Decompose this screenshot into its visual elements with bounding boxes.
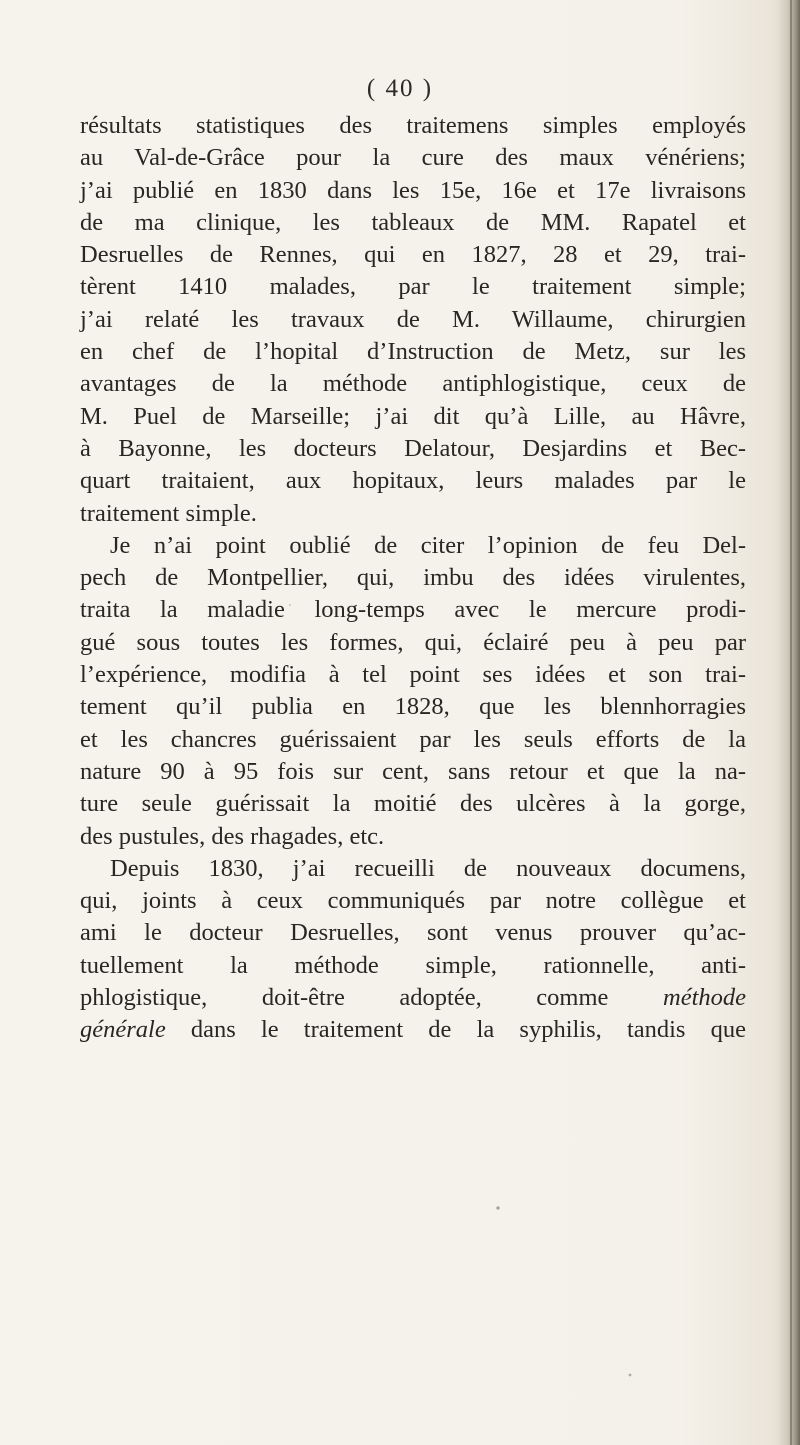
page-gutter-shadow	[778, 0, 800, 1445]
text-fragment: dans le traitement de la syphilis, tandis que	[190, 1016, 746, 1044]
page-number: ( 40 )	[366, 75, 434, 102]
text-line: avantages de la méthode antiphlogistique, ceux de	[80, 370, 746, 398]
italic-word: méthode	[663, 984, 747, 1012]
text-line: tèrent 1410 malades, par le traitement simple;	[80, 273, 746, 301]
paragraph-first-line: Depuis 1830, j’ai recueilli de nouveaux documens,	[110, 854, 746, 882]
paragraph-last-line: traitement simple.	[80, 499, 257, 527]
text-line: de ma clinique, les tableaux de MM. Rapatel et	[80, 208, 746, 236]
body-text	[80, 110, 746, 1047]
text-line: ami le docteur Desruelles, sont venus prouver qu’ac-	[80, 919, 746, 947]
text-line: ture seule guérissait la moitié des ulcères à la gorge,	[80, 790, 746, 818]
text-line: au Val-de-Grâce pour la cure des maux vénériens;	[80, 144, 746, 172]
text-line: à Bayonne, les docteurs Delatour, Desjardins et Bec-	[80, 434, 746, 462]
text-line: tement qu’il publia en 1828, que les blennhorragies	[80, 693, 746, 721]
text-line: nature 90 à 95 fois sur cent, sans retour et que la na-	[80, 757, 746, 785]
text-line: qui, joints à ceux communiqués par notre collègue et	[80, 887, 746, 915]
text-line: l’expérience, modifia à tel point ses idées et son trai-	[80, 661, 746, 689]
text-line: Desruelles de Rennes, qui en 1827, 28 et 29, trai-	[80, 241, 746, 269]
text-line: pech de Montpellier, qui, imbu des idées virulentes,	[80, 564, 746, 592]
text-line: tuellement la méthode simple, rationnelle, anti-	[80, 951, 746, 979]
text-line: en chef de l’hopital d’Instruction de Metz, sur les	[80, 338, 746, 366]
italic-word: générale	[80, 1016, 166, 1044]
paragraph-last-line: des pustules, des rhagades, etc.	[80, 822, 385, 850]
text-line: et les chancres guérissaient par les seuls efforts de la	[80, 725, 746, 753]
text-line: traita la maladie long-temps avec le mercure prodi-	[80, 596, 746, 624]
paragraph-first-line: Je n’ai point oublié de citer l’opinion de feu Del-	[110, 531, 746, 559]
text-line: résultats statistiques des traitemens simples employés	[80, 112, 746, 139]
text-line: gué sous toutes les formes, qui, éclairé peu à peu par	[80, 628, 746, 656]
text-line: quart traitaient, aux hopitaux, leurs malades par le	[80, 467, 746, 495]
text-line-with-emphasis	[80, 982, 746, 1014]
page-edge-line	[790, 0, 792, 1445]
text-line: M. Puel de Marseille; j’ai dit qu’à Lille, au Hâvre,	[80, 402, 746, 430]
text-line: j’ai relaté les travaux de M. Willaume, chirurgien	[80, 305, 746, 333]
text-fragment: phlogistique, doit-être adoptée, comme	[80, 984, 609, 1012]
text-line: j’ai publié en 1830 dans les 15e, 16e et 17e livraisons	[80, 176, 746, 204]
text-line-with-emphasis	[80, 1014, 746, 1046]
